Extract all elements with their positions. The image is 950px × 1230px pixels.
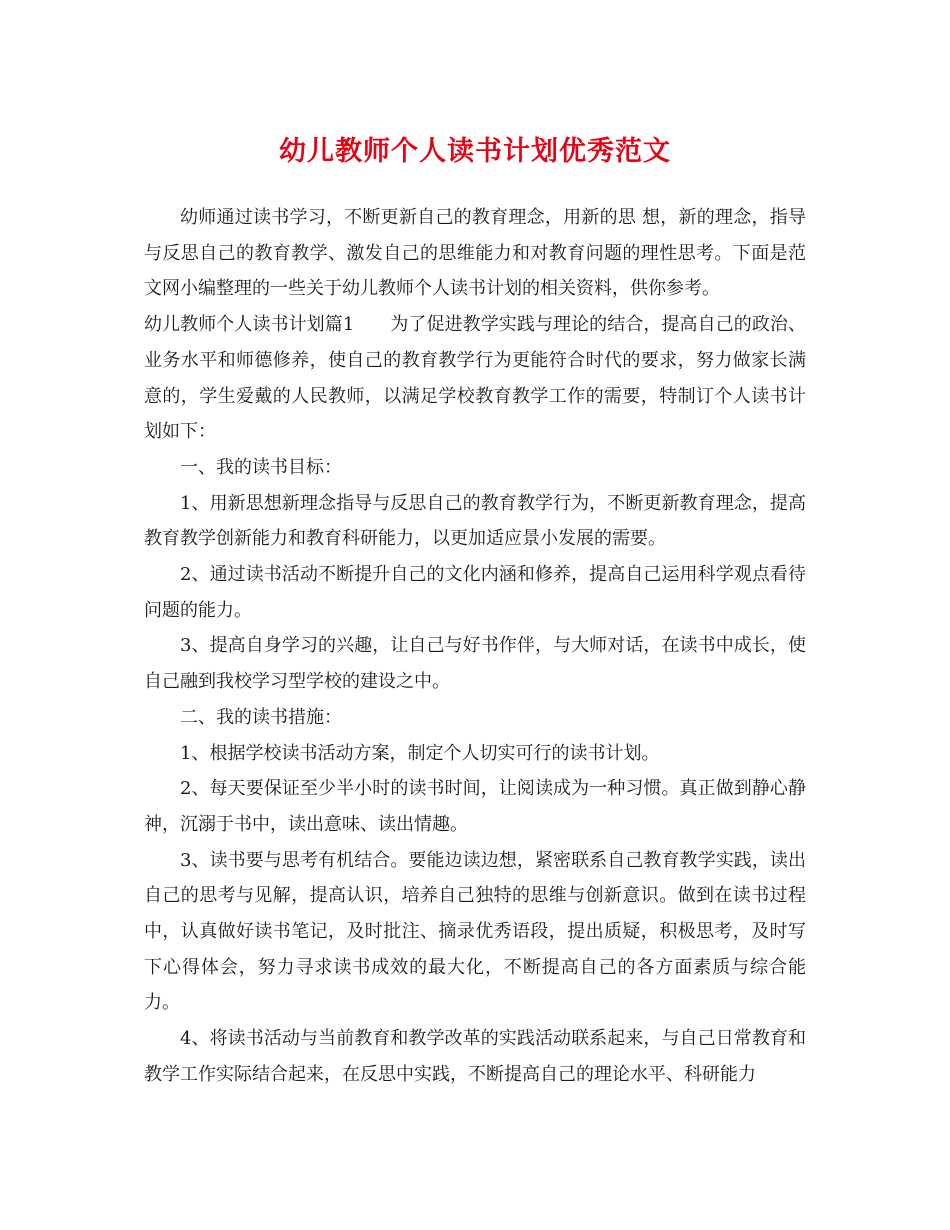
goal-item-2: 2、通过读书活动不断提升自己的文化内涵和修养，提高自己运用科学观点看待问题的能力。 bbox=[144, 564, 806, 621]
intro-paragraph: 幼师通过读书学习，不断更新自己的教育理念，用新的思 想，新的理念，指导与反思自己的教育教学、激发自己的思维能力和对教育问题的理性思考。下面是范文网小编整理的一些关于幼儿教师个人读书计划的相关资料，供你参考。 bbox=[144, 207, 806, 300]
goal-item-1: 1、用新思想新理念指导与反思自己的教育教学行为，不断更新教育理念，提高教育教学创新能力和教育科研能力，以更加适应景小发展的需要。 bbox=[144, 492, 806, 550]
measure-item-2: 2、每天要保证至少半小时的读书时间，让阅读成为一种习惯。真正做到静心静神，沉溺于书中，读出意味、读出情趣。 bbox=[144, 778, 806, 835]
goals-heading: 一、我的读书目标： bbox=[180, 456, 342, 478]
section-label: 幼儿教师个人读书计划篇1 bbox=[144, 314, 355, 336]
document-title: 幼儿教师个人读书计划优秀范文 bbox=[279, 136, 671, 167]
document-body bbox=[144, 200, 806, 1093]
section-intro-text: 为了促进教学实践与理论的结合，提高自己的政治、业务水平和师德修养，使自己的教育教学行为更能符合时代的要求，努力做家长满意的，学生爱戴的人民教师，以满足学校教育教学工作的需要，特制订个人读书计划如下： bbox=[144, 314, 807, 443]
section-intro-paragraph bbox=[144, 307, 806, 450]
measure-item-4: 4、将读书活动与当前教育和教学改革的实践活动联系起来，与自己日常教育和教学工作实际结合起来，在反思中实践，不断提高自己的理论水平、科研能力 bbox=[144, 1028, 806, 1085]
measure-item-3: 3、读书要与思考有机结合。要能边读边想，紧密联系自己教育教学实践，读出自己的思考与见解，提高认识，培养自己独特的思维与创新意识。做到在读书过程中，认真做好读书笔记，及时批注、摘录优秀语段，提出质疑，积极思考，及时写下心得体会，努力寻求读书成效的最大化，不断提高自己的各方面素质与综合能力。 bbox=[144, 849, 806, 1014]
goal-item-3: 3、提高自身学习的兴趣，让自己与好书作伴，与大师对话，在读书中成长，使自己融到我校学习型学校的建设之中。 bbox=[144, 635, 806, 693]
measure-item-1: 1、根据学校读书活动方案，制定个人切实可行的读书计划。 bbox=[180, 742, 660, 764]
measures-heading: 二、我的读书措施： bbox=[180, 706, 342, 728]
